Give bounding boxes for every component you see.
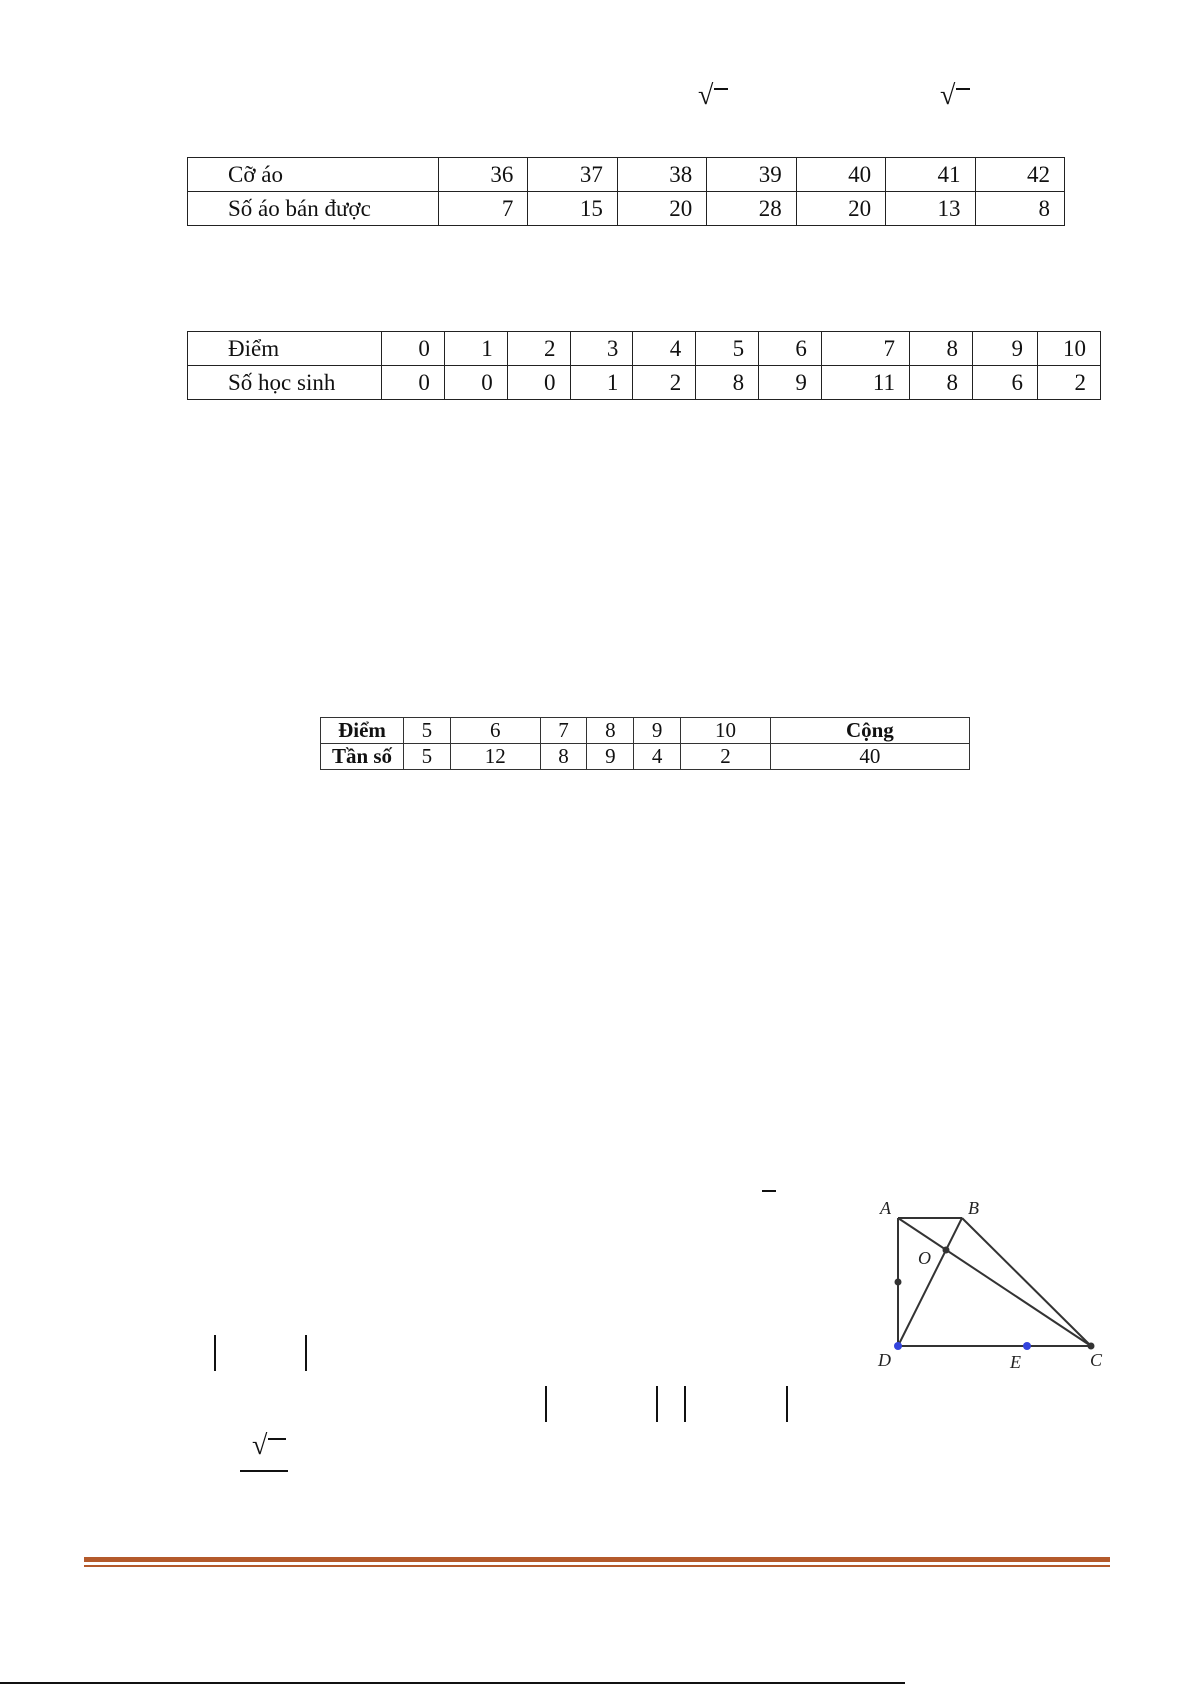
table-row (321, 718, 970, 744)
table-cell: 10 (1038, 332, 1101, 366)
sqrt-bar-2 (956, 88, 970, 90)
table-cell: 4 (634, 744, 681, 770)
abs-bar-4 (656, 1386, 658, 1422)
fraction-line (240, 1470, 288, 1472)
table-cell: 9 (759, 366, 822, 400)
table-cell: 3 (570, 332, 633, 366)
table-cell: 10 (681, 718, 771, 744)
table-row (321, 744, 970, 770)
table-cell: 13 (886, 192, 975, 226)
overline-fragment (762, 1190, 776, 1192)
abs-bar-5 (684, 1386, 686, 1422)
table-cell: 0 (507, 366, 570, 400)
table-cell: 4 (633, 332, 696, 366)
point-o (943, 1247, 950, 1254)
table-row (188, 332, 1101, 366)
label-c: C (1090, 1350, 1103, 1370)
table-cell: Cỡ áo (188, 158, 439, 192)
table-cell: 40 (796, 158, 885, 192)
table-cell: 2 (507, 332, 570, 366)
table-cell: Điểm (188, 332, 382, 366)
table-cell: 39 (707, 158, 796, 192)
diagonal-ac (898, 1218, 1091, 1346)
table-cell: 2 (1038, 366, 1101, 400)
point-midpoint-ad (895, 1279, 902, 1286)
label-b: B (968, 1198, 979, 1218)
table-cell: 37 (528, 158, 617, 192)
table-cell: 2 (681, 744, 771, 770)
label-e: E (1010, 1352, 1021, 1372)
sqrt-symbol-1: √ (698, 80, 714, 111)
sqrt-bar-1 (714, 88, 728, 90)
point-e (1023, 1342, 1031, 1350)
table-cell: 1 (444, 332, 507, 366)
abs-bar-3 (545, 1386, 547, 1422)
table-cell: Điểm (321, 718, 404, 744)
table-cell: 36 (439, 158, 528, 192)
table-cell: 7 (821, 332, 909, 366)
table-cell: 5 (404, 744, 451, 770)
table-cell: 0 (444, 366, 507, 400)
table-cell: 9 (973, 332, 1038, 366)
footer-rule-thick (84, 1557, 1110, 1562)
frequency-table (320, 717, 970, 770)
table-cell: 42 (975, 158, 1064, 192)
table-cell: 9 (587, 744, 634, 770)
table-cell: 2 (633, 366, 696, 400)
table-cell: Số học sinh (188, 366, 382, 400)
footer-rule-thin (84, 1565, 1110, 1567)
table-row (188, 158, 1065, 192)
point-d (894, 1342, 902, 1350)
abs-bar-6 (786, 1386, 788, 1422)
table-cell: 5 (696, 332, 759, 366)
table-cell: 8 (696, 366, 759, 400)
table-cell: 15 (528, 192, 617, 226)
table-row (188, 366, 1101, 400)
table-cell: 12 (450, 744, 540, 770)
point-c (1088, 1343, 1095, 1350)
table-row (188, 192, 1065, 226)
diagonal-bd (898, 1218, 962, 1346)
table-cell: 6 (759, 332, 822, 366)
table-cell: 20 (617, 192, 706, 226)
table-cell: 1 (570, 366, 633, 400)
label-a: A (880, 1198, 891, 1218)
table-cell: 8 (910, 332, 973, 366)
table-cell: 0 (382, 332, 445, 366)
table-cell: 8 (540, 744, 587, 770)
table-cell: 0 (382, 366, 445, 400)
label-o: O (918, 1248, 931, 1268)
segment-bc (962, 1218, 1091, 1346)
table-cell: 7 (439, 192, 528, 226)
table-cell: 5 (404, 718, 451, 744)
table-cell: 9 (634, 718, 681, 744)
bottom-edge-line (0, 1682, 905, 1684)
table-cell: 7 (540, 718, 587, 744)
table-cell: 41 (886, 158, 975, 192)
table-cell: Cộng (770, 718, 969, 744)
table-cell: 6 (973, 366, 1038, 400)
table-cell: Số áo bán được (188, 192, 439, 226)
sqrt-bar-3 (268, 1438, 286, 1440)
sqrt-symbol-2: √ (940, 80, 956, 111)
abs-bar-1 (214, 1335, 216, 1371)
table-cell: 20 (796, 192, 885, 226)
table-cell: 28 (707, 192, 796, 226)
table-cell: 40 (770, 744, 969, 770)
table-cell: 11 (821, 366, 909, 400)
table-cell: 6 (450, 718, 540, 744)
label-d: D (878, 1350, 891, 1370)
shirt-size-table (187, 157, 1065, 226)
table-cell: 8 (975, 192, 1064, 226)
sqrt-symbol-3: √ (252, 1430, 268, 1461)
table-cell: Tần số (321, 744, 404, 770)
abs-bar-2 (305, 1335, 307, 1371)
trapezoid-figure (870, 1196, 1110, 1376)
score-table (187, 331, 1101, 400)
table-cell: 8 (910, 366, 973, 400)
table-cell: 8 (587, 718, 634, 744)
table-cell: 38 (617, 158, 706, 192)
